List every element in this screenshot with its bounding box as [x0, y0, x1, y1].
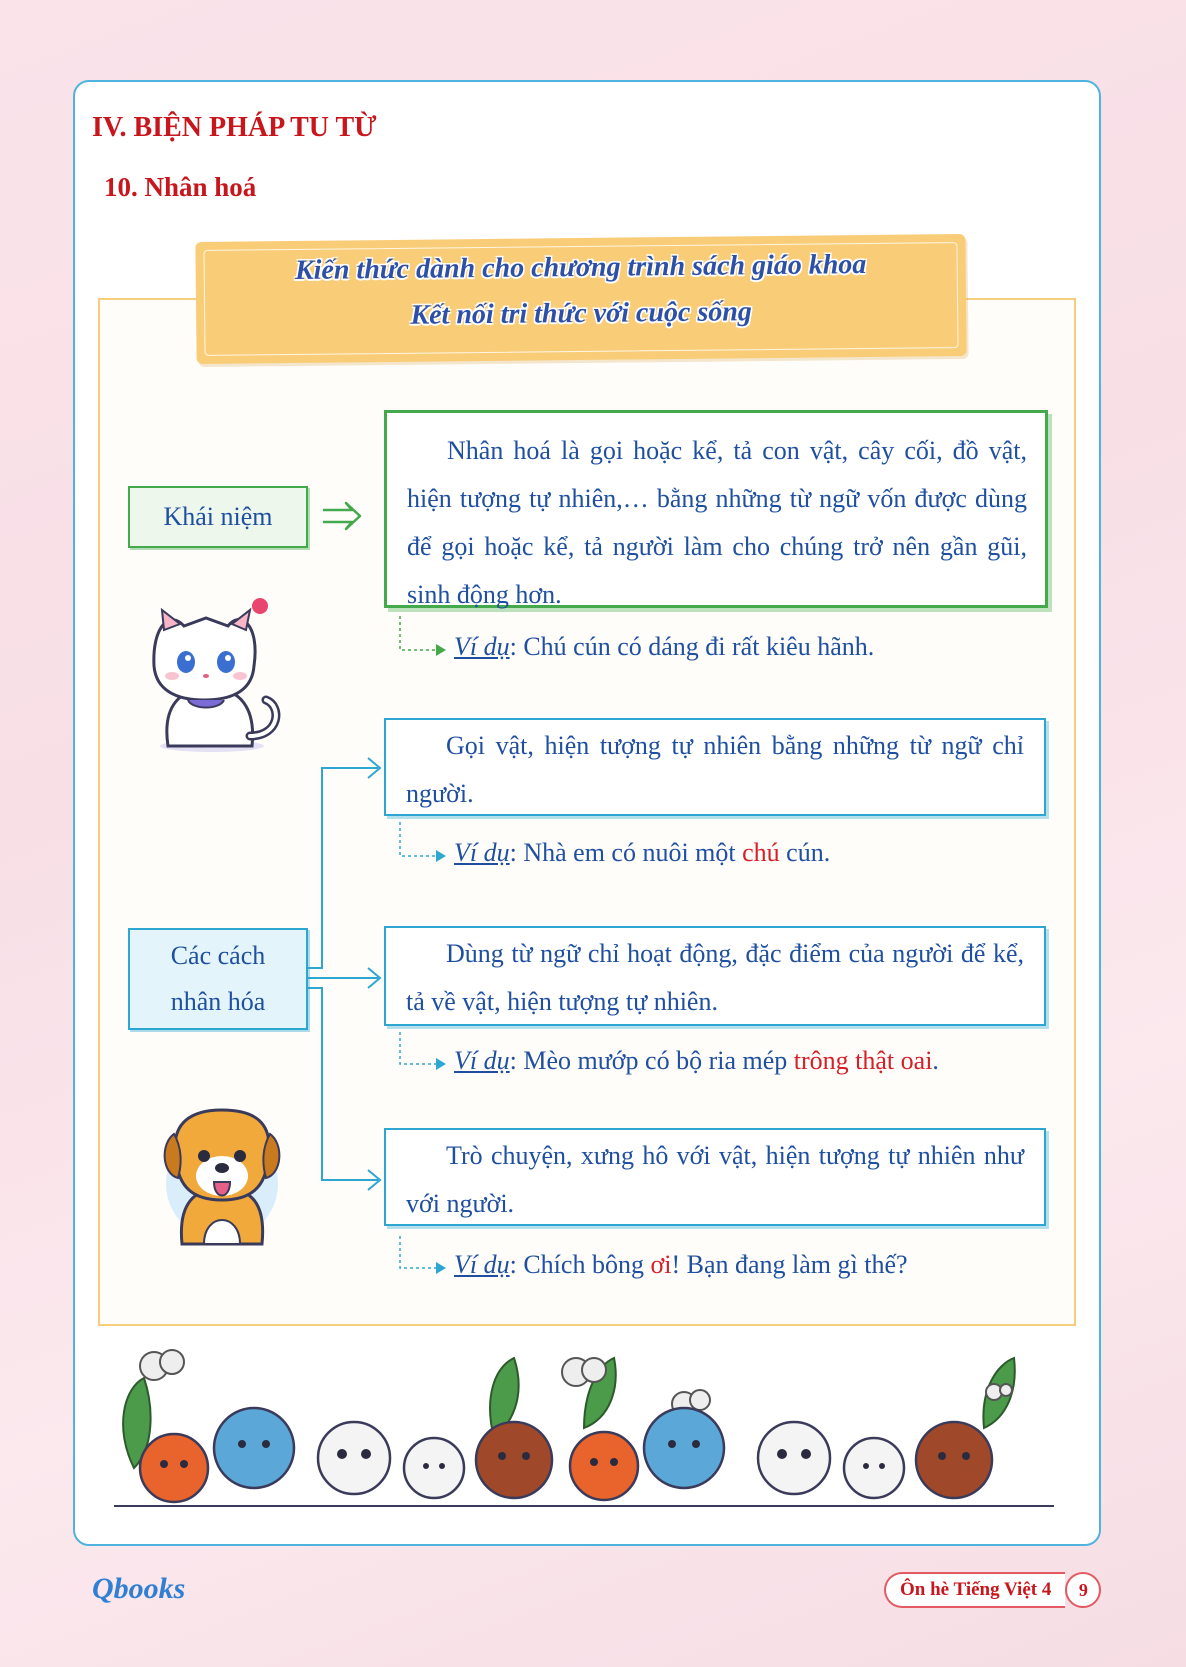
way-box-1 — [384, 718, 1046, 816]
footer-page-info — [884, 1572, 1101, 1608]
concept-label: Khái niệm — [128, 486, 308, 548]
example-text: : Chú cún có dáng đi rất kiêu hãnh. — [509, 632, 875, 661]
sub-title: 10. Nhân hoá — [104, 172, 257, 202]
way-box-3 — [384, 1128, 1046, 1226]
example-label: Ví dụ — [454, 632, 510, 661]
qbooks-logo: Qbooks — [92, 1572, 186, 1605]
way-text-1: Gọi vật, hiện tượng tự nhiên bằng những từ ngữ chỉ người. — [406, 731, 1024, 808]
ways-label: Các cách nhân hóa — [128, 928, 308, 1030]
definition-box — [384, 410, 1048, 608]
way-text-2: Dùng từ ngữ chỉ hoạt động, đặc điểm của người để kể, tả về vật, hiện tượng tự nhiên. — [406, 939, 1024, 1016]
way-example-3: Ví dụ: Chích bông ơi! Bạn đang làm gì thế? — [454, 1250, 908, 1279]
way-text-3: Trò chuyện, xưng hô với vật, hiện tượng tự nhiên như với người. — [406, 1141, 1024, 1218]
banner-line-2: Kết nối tri thức với cuộc sống — [410, 296, 752, 331]
way-example-1: Ví dụ: Nhà em có nuôi một chú cún. — [454, 838, 831, 867]
dog-illustration — [160, 1104, 288, 1250]
way-box-2 — [384, 926, 1046, 1026]
definition-text: Nhân hoá là gọi hoặc kể, tả con vật, cây cối, đồ vật, hiện tượng tự nhiên,… bằng những từ ngữ vốn được dùng để gọi hoặc kể, tả người làm cho chúng trở nên gần gũi, sinh động hơn. — [407, 436, 1027, 609]
book-title: Ôn hè Tiếng Việt 4 — [884, 1572, 1065, 1608]
way-example-2: Ví dụ: Mèo mướp có bộ ria mép trông thật oai. — [454, 1046, 939, 1075]
animals-decoration — [114, 1348, 1074, 1538]
double-arrow-icon — [323, 503, 360, 529]
concept-example — [454, 632, 874, 662]
banner-line-1: Kiến thức dành cho chương trình sách giáo khoa — [294, 249, 867, 286]
section-title: IV. BIỆN PHÁP TU TỪ — [92, 112, 377, 143]
cat-illustration — [140, 596, 290, 754]
page-number: 9 — [1065, 1572, 1101, 1608]
